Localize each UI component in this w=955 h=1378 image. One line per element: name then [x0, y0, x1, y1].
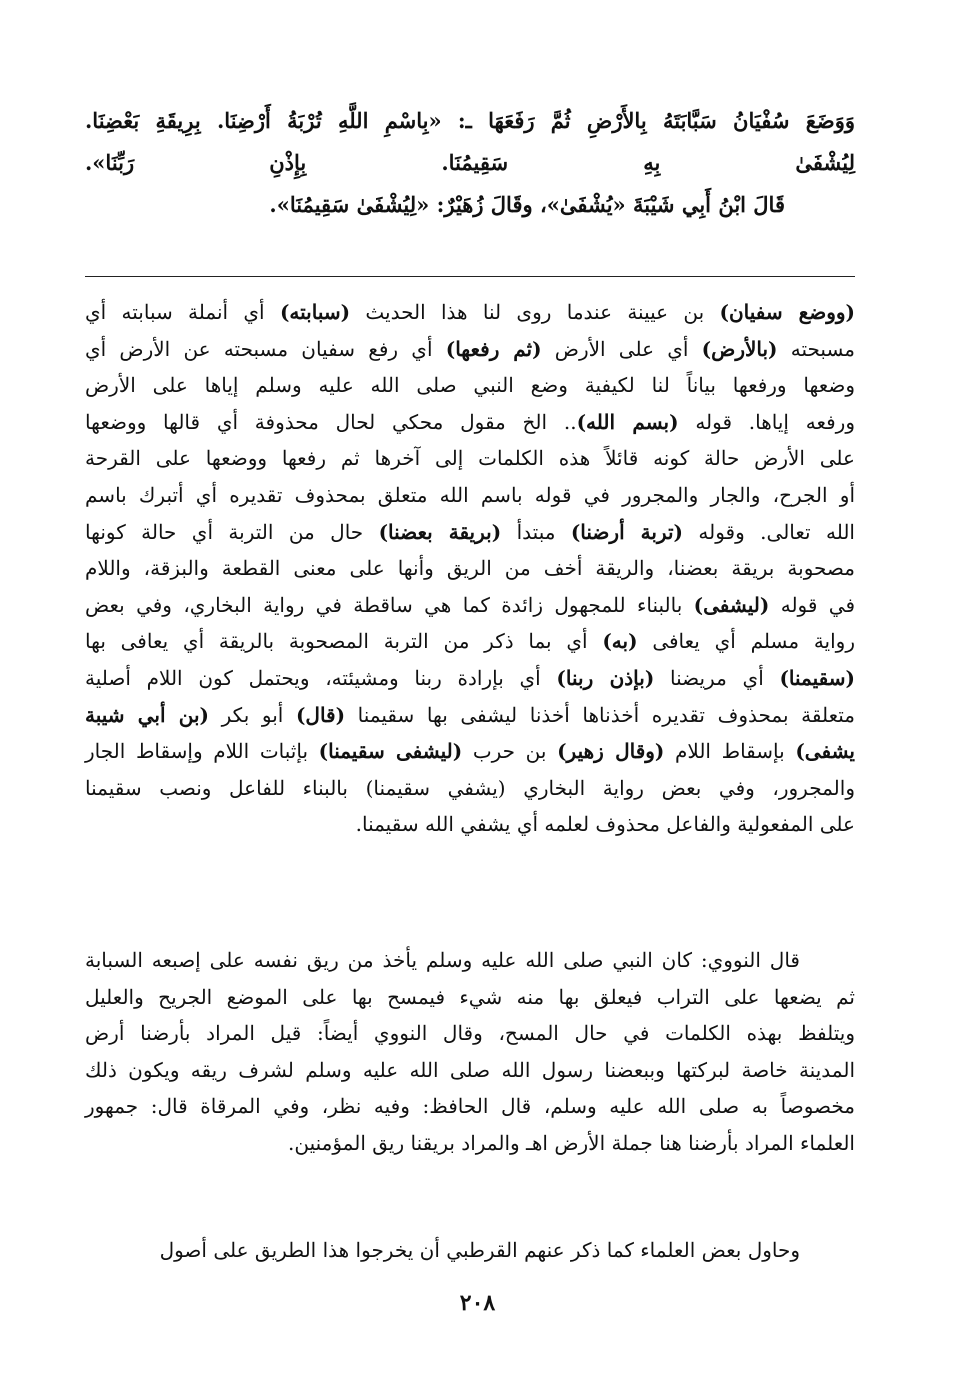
text-segment: مصحوبة بريقة بعضنا، والريقة أخف من الريق وأنها على معنى القطعة والبزقة، واللام [85, 556, 855, 581]
text-segment: مخصوصاً به صلى الله عليه وسلم، قال الحافظ: وفيه نظر، وفي المرقاة قال: جمهور [85, 1094, 855, 1119]
text-line [85, 440, 855, 477]
text-segment: في قوله [769, 592, 856, 617]
text-line [85, 294, 855, 331]
commentary-paragraph-3 [85, 1232, 855, 1269]
bold-quoted-term: (تربة أرضنا) [570, 519, 683, 544]
text-line [85, 587, 855, 624]
commentary-paragraph-1 [85, 294, 855, 843]
bold-quoted-term: (ووضع سفيان) [719, 300, 855, 324]
bold-quoted-term: (قال) [295, 702, 346, 727]
text-line [85, 331, 855, 368]
bold-quoted-term: (سبابته) [279, 300, 351, 324]
text-segment: وَوَضَعَ سُفْيَانُ سَبَّابَتَهُ بِالأَرْضِ ثُمَّ رَفَعَهَا ـ: «بِاسْمِ اللَّهِ تُرْبَةُ أَرْضِنَا. بِرِيقَةِ بَعْضِنَا. [85, 108, 855, 133]
text-line [85, 404, 855, 441]
text-segment: المدينة خاصة لبركتها وببعضنا رسول الله صلى الله عليه وسلم لشرف ريقه ويكون ذلك [85, 1057, 855, 1082]
text-segment: الله تعالى. وقوله [683, 519, 855, 544]
text-line [85, 1125, 855, 1162]
bold-quoted-term: (ليشفى) [693, 592, 770, 617]
bold-quoted-term: يشفى) [795, 739, 856, 764]
text-segment: أي رفع سفيان مسبحته عن الأرض أي [85, 336, 446, 361]
bold-quoted-term: (وقال زهير) [557, 739, 665, 764]
bold-quoted-term: (بإذن ربنا) [556, 665, 655, 690]
text-segment: أي على الأرض [541, 336, 702, 361]
text-segment: مبتدأ [501, 519, 571, 544]
text-segment: متعلقة بمحذوف تقديره أخذناها أخذنا ليشفى بها سقيمنا [345, 702, 855, 727]
text-line [85, 697, 855, 734]
text-segment: ويتلفظ بهذه الكلمات في حال المسح، وقال النووي أيضاً: قيل المراد بأرضنا أرض [85, 1021, 855, 1046]
text-segment: أبو بكر [209, 702, 296, 727]
bold-quoted-term: (ليشفى سقيمنا) [318, 739, 463, 764]
bold-quoted-term: (به) [602, 629, 638, 654]
commentary-paragraph-2 [85, 942, 855, 1162]
text-segment: بإثبات اللام وإسقاط الجار [85, 739, 319, 764]
text-line [85, 184, 855, 226]
page-number: ٢٠٨ [459, 1290, 496, 1316]
text-segment: مسبحته [777, 336, 855, 361]
text-line [85, 477, 855, 514]
text-line [85, 770, 855, 807]
text-line [85, 1232, 855, 1269]
text-segment: والمجرور، وفي بعض رواية البخاري (يشفي سقيمنا) بالبناء للفاعل ونصب سقيمنا [85, 775, 855, 800]
text-segment: أي بإرادة ربنا ومشيئته، ويحتمل كون اللام أصلية [85, 665, 557, 690]
bold-quoted-term: (بسم الله) [576, 409, 679, 434]
text-segment: بن حرب [462, 739, 558, 764]
bold-quoted-term: (بن أبي شيبة [85, 702, 210, 727]
text-line [85, 806, 855, 843]
text-segment: حال من التربة أي حالة كونها [85, 519, 379, 544]
text-line [85, 550, 855, 587]
text-segment: .. الخ مقول محكي لحال محذوفة أي قالها ووضعها [85, 409, 577, 434]
text-line [85, 942, 855, 979]
text-segment: أو الجرح، والجار والمجرور في قوله باسم الله متعلق بمحذوف تقديره أي أتبرك باسم [85, 482, 855, 507]
text-segment: ثم يضعها على التراب فيعلق بها منه شيء فيمسح بها على الموضع الجريح والعليل [85, 984, 856, 1009]
text-line [85, 1088, 855, 1125]
text-line [85, 1052, 855, 1089]
text-segment: وضعها ورفعها بياناً لنا لكيفية وضع النبي صلى الله عليه وسلم إياها على الأرض [85, 373, 855, 398]
text-line [85, 733, 855, 770]
text-segment: على المفعولية والفاعل محذوف لعلمه أي يشفي الله سقيمنا. [355, 812, 855, 837]
text-line [85, 660, 855, 697]
text-line [85, 100, 855, 142]
text-line [85, 367, 855, 404]
text-segment: أي مريضنا [654, 665, 780, 690]
text-line [85, 514, 855, 551]
divider-rule [85, 276, 855, 277]
text-segment: أي أنملة سبابته أي [85, 300, 280, 324]
text-line [85, 979, 855, 1016]
text-segment: العلماء المراد بأرضنا هنا جملة الأرض اهـ والمراد بريقنا ريق المؤمنين. [287, 1130, 855, 1155]
bold-quoted-term: (سقيمنا) [779, 665, 855, 690]
text-line [85, 1015, 855, 1052]
text-segment: قَالَ ابْنُ أَبِي شَيْبَةَ «يُشْفَىٰ»، وقَالَ زُهَيْرٌ: «لِيُشْفَىٰ سَقِيمُنَا». [269, 192, 785, 217]
text-segment: ورفعه إياها. قوله [678, 409, 855, 434]
bold-quoted-term: (بريقة بعضنا) [378, 519, 502, 544]
text-segment: رواية مسلم أي يعافى [637, 629, 855, 654]
bold-quoted-term: (بالأرض) [701, 336, 778, 361]
text-segment: قال النووي: كان النبي صلى الله عليه وسلم يأخذ من ريق نفسه على إصبعه السبابة [85, 948, 800, 972]
text-segment: وحاول بعض العلماء كما ذكر عنهم القرطبي أن يخرجوا هذا الطريق على أصول [159, 1238, 800, 1262]
hadith-text [85, 100, 855, 226]
text-segment: لِيُشْفَىٰ بِهِ سَقِيمُنَا. بِإِذْنِ رَبِّنَا». [85, 150, 855, 175]
text-segment: بن عيينة عندما روى لنا هذا الحديث [350, 300, 720, 324]
text-segment: أي بما ذكر من التربة المصحوبة بالريقة أي يعافى بها [85, 629, 603, 654]
text-segment: بإسقاط اللام [664, 739, 796, 764]
text-line [85, 142, 855, 184]
bold-quoted-term: (ثم رفعها) [445, 336, 542, 361]
text-line [85, 623, 855, 660]
text-segment: على الأرض حالة كونه قائلاً هذه الكلمات إلى آخرها ثم رفعها ووضعها على القرحة [85, 446, 855, 471]
text-segment: بالبناء للمجهول زائدة كما هي ساقطة في رواية البخاري، وفي بعض [85, 592, 694, 617]
